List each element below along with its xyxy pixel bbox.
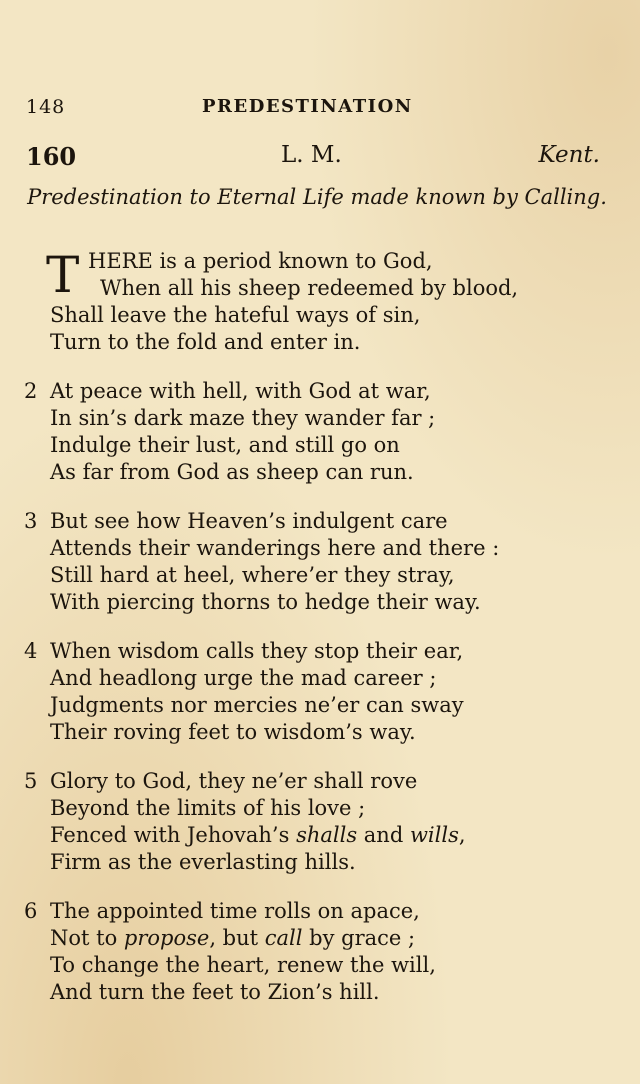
verse-line: Shall leave the hateful ways of sin, [50, 303, 421, 327]
verse-line: As far from God as sheep can run. [50, 460, 414, 484]
verse-line: HERE is a period known to God, [88, 249, 433, 273]
verse-line: Judgments nor mercies ne’er can sway [50, 693, 464, 717]
verse-line: Attends their wanderings here and there : [50, 536, 500, 560]
verse-text: Not to [50, 926, 124, 950]
verse-text: Fenced with Jehovah’s [50, 823, 297, 847]
verse-line [24, 925, 624, 952]
verse-line: But see how Heaven’s indulgent care [50, 509, 448, 533]
hymn-meter: L. M. [281, 142, 342, 168]
verse-number: 4 [24, 639, 38, 663]
verse-line: And turn the feet to Zion’s hill. [50, 980, 380, 1004]
verses [24, 248, 624, 1028]
verse-line: Their roving feet to wisdom’s way. [50, 720, 416, 744]
verse-number: 3 [24, 509, 38, 533]
verse-line: Beyond the limits of his love ; [50, 796, 366, 820]
page-header [26, 96, 610, 126]
verse-line: Turn to the fold and enter in. [50, 330, 361, 354]
verse-number: 6 [24, 899, 38, 923]
verse-italic-text: call [264, 926, 303, 950]
drop-cap: T [46, 246, 80, 304]
verse-4 [24, 638, 624, 746]
verse-italic-text: shalls [296, 823, 358, 847]
verse-number: 2 [24, 379, 38, 403]
verse-line: In sin’s dark maze they wander far ; [50, 406, 436, 430]
verse-line [24, 822, 624, 849]
verse-line: The appointed time rolls on apace, [50, 899, 420, 923]
hymn-heading [26, 142, 600, 176]
verse-text: by grace ; [302, 926, 416, 950]
verse-italic-text: propose [123, 926, 210, 950]
verse-line: When wisdom calls they stop their ear, [50, 639, 464, 663]
verse-1 [24, 248, 624, 356]
verse-text: , [458, 823, 466, 847]
verse-3 [24, 508, 624, 616]
verse-line: Glory to God, they ne’er shall rove [50, 769, 418, 793]
page-number: 148 [26, 96, 66, 118]
verse-5 [24, 768, 624, 876]
verse-italic-text: wills [409, 823, 459, 847]
verse-line: To change the heart, renew the will, [50, 953, 436, 977]
hymn-subtitle: Predestination to Eternal Life made known by Calling. [27, 185, 607, 209]
verse-line: Still hard at heel, where’er they stray, [50, 563, 455, 587]
verse-line: And headlong urge the mad career ; [50, 666, 437, 690]
verse-text: and [357, 823, 410, 847]
verse-text: , but [209, 926, 265, 950]
hymn-tune: Kent. [538, 142, 600, 168]
hymn-number: 160 [26, 142, 77, 171]
verse-line: At peace with hell, with God at war, [50, 379, 431, 403]
verse-line: With piercing thorns to hedge their way. [50, 590, 481, 614]
verse-2 [24, 378, 624, 486]
verse-line: Firm as the everlasting hills. [50, 850, 356, 874]
verse-number: 5 [24, 769, 38, 793]
running-title: PREDESTINATION [202, 96, 413, 117]
verse-line: When all his sheep redeemed by blood, [100, 276, 519, 300]
verse-line: Indulge their lust, and still go on [50, 433, 400, 457]
verse-6 [24, 898, 624, 1006]
